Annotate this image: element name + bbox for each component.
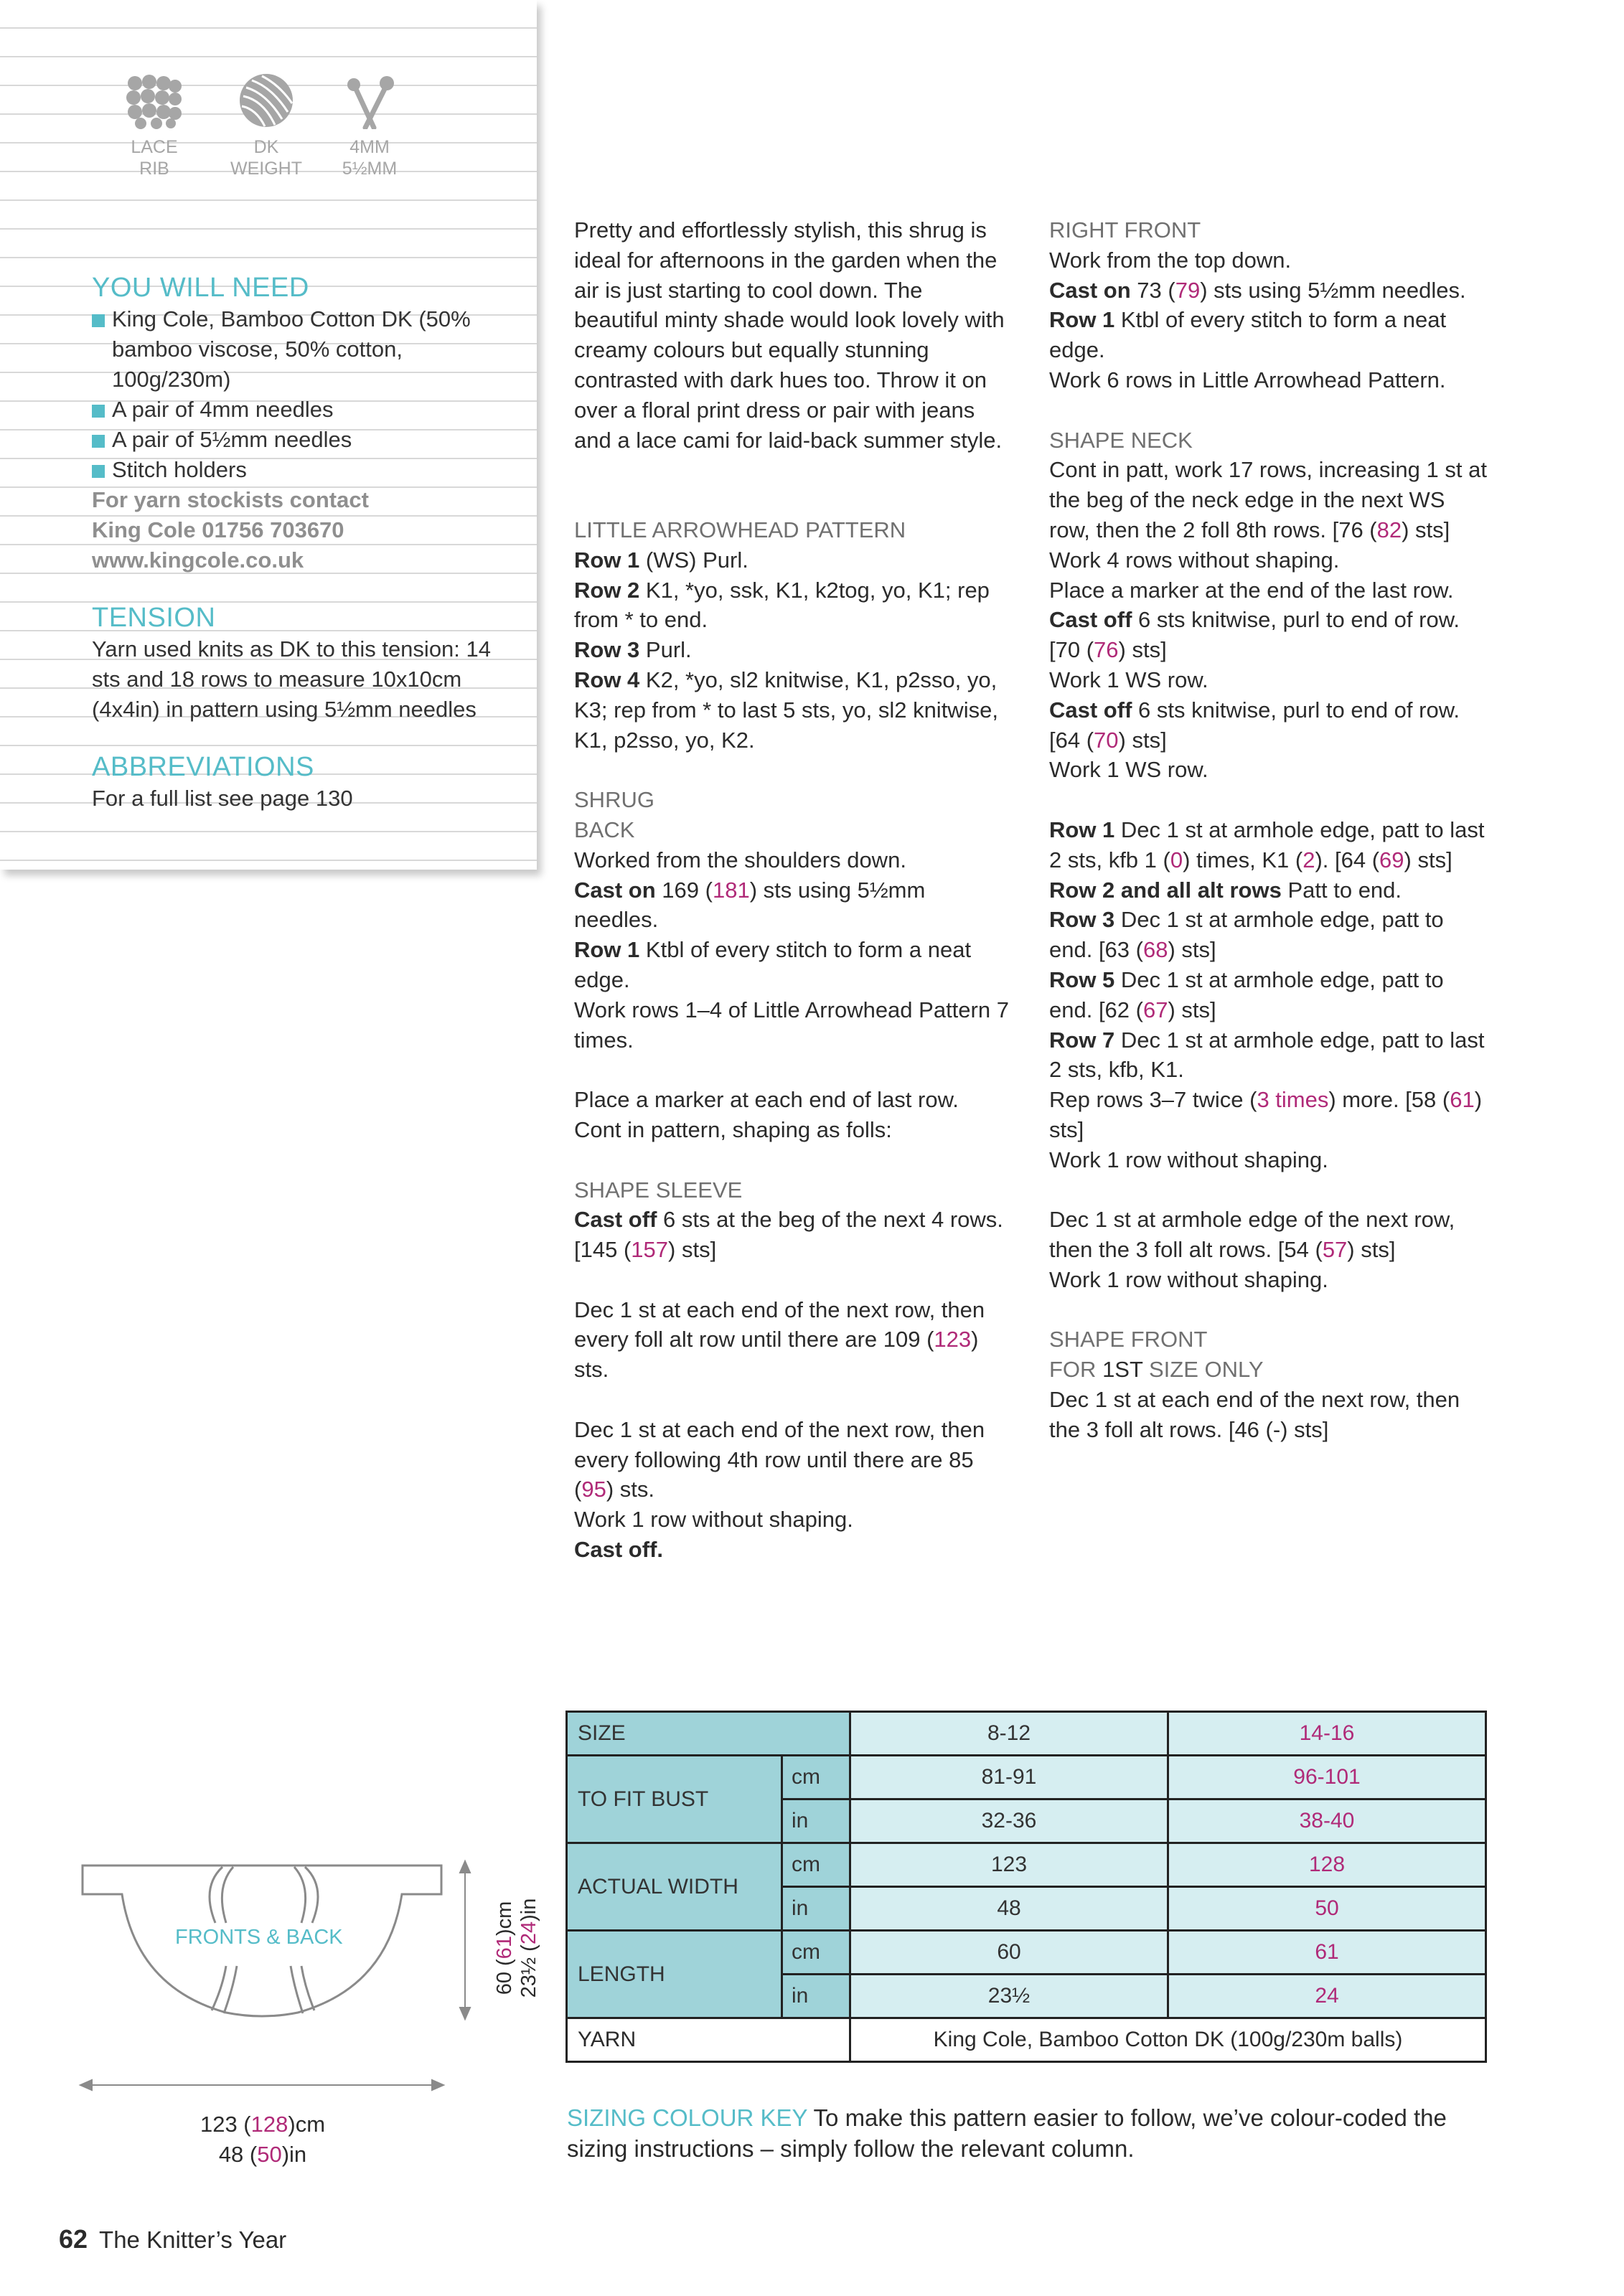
neck-cast-off-2: Cast off 6 sts knitwise, purl to end of row. [64 (70) sts] [1049,697,1460,753]
sleeve-dec-2: Dec 1 st at each end of the next row, then every following 4th row until there are 85 (95) sts. [574,1416,985,1502]
unit-cell: in [782,1887,850,1931]
intro-text: Pretty and effortlessly stylish, this shrug is ideal for afternoons in the garden when the air is just starting to cool down. The beautiful minty shade would look lovely with creamy colours but equally stunning contrasted with dark hues too. Throw it on over a floral print dress or pair with jeans and a lace cami for laid-back summer style. [574,217,1005,453]
diagram-label: FRONTS & BACK [175,1926,343,1949]
shape-neck-heading: SHAPE NECK [1049,427,1193,453]
needles-icon [341,72,398,129]
row-text: (WS) Purl. [639,547,748,573]
bullet-square-icon [92,405,105,418]
right-front-row-1: Row 1 Ktbl of every stitch to form a neat edge. [1049,307,1447,363]
list-item-text: Stitch holders [112,457,247,482]
length-label: LENGTH [567,1931,782,2018]
unit-cell: cm [782,1843,850,1887]
sleeve-cast-off: Cast off 6 sts at the beg of the next 4 rows. [145 (157) sts] [574,1207,1003,1263]
armhole-row-3: Row 3 Dec 1 st at armhole edge, patt to end. [63 (68) sts] [1049,907,1444,963]
neck-ws-1: Work 1 WS row. [1049,667,1208,692]
list-item [92,395,508,425]
pattern-row-4 [574,665,1012,755]
row-label: Row 4 [574,667,640,692]
table-cell: 38-40 [1168,1799,1486,1843]
shape-front-sub: FOR 1ST SIZE ONLY [1049,1357,1264,1383]
back-row-1: Row 1 Ktbl of every stitch to form a neat edge. [574,937,972,992]
yarn-value: King Cole, Bamboo Cotton DK (100g/230m balls) [850,2018,1486,2062]
back-cont: Cont in pattern, shaping as folls: [574,1116,892,1142]
yarn-label: YARN [567,2018,850,2062]
bust-label: TO FIT BUST [567,1756,782,1843]
icon-lace-rib [115,72,194,179]
row-label: Row 3 [574,637,640,663]
list-item-text: King Cole, Bamboo Cotton DK (50% bamboo viscose, 50% cotton, 100g/230m) [112,306,471,392]
size-table [565,1711,1487,2063]
page-footer [59,2224,286,2254]
armhole-work-2: Work 1 row without shaping. [1049,1266,1328,1292]
row-text: K1, *yo, ssk, K1, k2tog, yo, K1; rep from * to end. [574,577,990,633]
neck-work-4: Work 4 rows without shaping. [1049,547,1340,573]
neck-ws-2: Work 1 WS row. [1049,757,1208,783]
width-label: ACTUAL WIDTH [567,1843,782,1931]
back-cast-on: Cast on 169 (181) sts using 5½mm needles. [574,877,926,933]
shrug-heading: SHRUG [574,787,654,813]
row-text: K2, *yo, sl2 knitwise, K1, p2sso, yo, K3; rep from * to last 5 sts, yo, sl2 knitwise, K1, p2sso, yo, K2. [574,667,998,753]
pattern-row-2 [574,575,1012,636]
diagram-width-label [162,2109,363,2170]
table-cell: 60 [850,1931,1168,1975]
armhole-work-1: Work 1 row without shaping. [1049,1147,1328,1172]
stockist-contact: For yarn stockists contact [92,487,369,512]
pattern-heading: LITTLE ARROWHEAD PATTERN [574,517,906,542]
back-intro: Worked from the shoulders down. [574,847,906,872]
you-will-need-heading: YOU WILL NEED [92,273,309,303]
icon-dk-weight [227,72,306,179]
page-number: 62 [59,2224,88,2254]
right-front-heading: RIGHT FRONT [1049,217,1201,243]
icon-label-line2: WEIGHT [230,159,302,179]
size-label: SIZE [567,1712,850,1756]
armhole-row-2: Row 2 and all alt rows Patt to end. [1049,877,1402,903]
table-cell: 81-91 [850,1756,1168,1799]
sizing-colour-key [567,2102,1500,2164]
right-front-work-6: Work 6 rows in Little Arrowhead Pattern. [1049,367,1446,392]
table-cell: 50 [1168,1887,1486,1931]
table-row [567,2018,1486,2062]
tension-section [92,601,508,725]
you-will-need-section [92,271,508,575]
table-cell: 23½ [850,1975,1168,2018]
lace-rib-icon [125,72,184,129]
table-cell: 96-101 [1168,1756,1486,1799]
row-text: Purl. [639,637,692,663]
row-label: Row 2 [574,577,640,603]
icon-label-line1: LACE [131,137,178,157]
width-in: 48 (50)in [218,2142,307,2167]
abbreviations-heading: ABBREVIATIONS [92,752,314,782]
abbreviations-text: For a full list see page 130 [92,786,353,811]
list-item [92,304,508,395]
list-item-text: A pair of 5½mm needles [112,427,352,452]
icon-label-line2: 5½MM [342,159,398,179]
icon-label-line1: 4MM [349,137,390,157]
table-cell: 48 [850,1887,1168,1931]
armhole-row-5: Row 5 Dec 1 st at armhole edge, patt to end. [62 (67) sts] [1049,966,1444,1022]
unit-cell: cm [782,1931,850,1975]
table-cell: 128 [1168,1843,1486,1887]
sleeve-work-1: Work 1 row without shaping. [574,1507,853,1533]
sidebar-panel [0,0,537,870]
abbreviations-section [92,751,508,814]
table-row [567,1712,1486,1756]
publication-title: The Knitter’s Year [99,2226,287,2253]
armhole-row-1: Row 1 Dec 1 st at armhole edge, patt to last 2 sts, kfb 1 (0) times, K1 (2). [64 (69) sts] [1049,817,1485,872]
armhole-dec: Dec 1 st at armhole edge of the next row, then the 3 foll alt rows. [54 (57) sts] [1049,1207,1455,1263]
unit-cell: in [782,1975,850,2018]
tension-text: Yarn used knits as DK to this tension: 14 sts and 18 rows to measure 10x10cm (4x4in) in pattern using 5½mm needles [92,636,492,722]
list-item-text: A pair of 4mm needles [112,397,334,422]
row-label: Row 1 [574,547,640,573]
shape-sleeve-heading: SHAPE SLEEVE [574,1177,743,1203]
back-work-rows: Work rows 1–4 of Little Arrowhead Pattern 7 times. [574,997,1009,1053]
table-row [567,1843,1486,1887]
sizing-key-text: To make this pattern easier to follow, we’ve colour-coded the sizing instructions – simply follow the relevant column. [567,2104,1447,2162]
shape-front-text: Dec 1 st at each end of the next row, then the 3 foll alt rows. [46 (-) sts] [1049,1387,1460,1442]
table-row [567,1756,1486,1799]
middle-column [574,215,1012,1565]
stockist-phone: King Cole 01756 703670 [92,517,344,542]
neck-text: Cont in patt, work 17 rows, increasing 1 st at the beg of the neck edge in the next WS row, then the 2 foll 8th rows. [76 (82) sts] [1049,457,1487,542]
diagram-height-label [492,1887,541,2009]
size-col-2: 14-16 [1168,1712,1486,1756]
sleeve-end: Cast off. [574,1537,663,1563]
list-item [92,425,508,455]
width-cm: 123 (128)cm [200,2112,326,2137]
size-col-1: 8-12 [850,1712,1168,1756]
height-in: 23½ (24)in [517,1898,540,1998]
armhole-rep: Rep rows 3–7 twice (3 times) more. [58 (61) sts] [1049,1087,1483,1142]
table-cell: 61 [1168,1931,1486,1975]
bullet-square-icon [92,435,105,448]
yarn-ball-icon [238,72,295,129]
neck-marker: Place a marker at the end of the last row. [1049,577,1454,603]
pattern-row-1 [574,545,1012,575]
table-cell: 123 [850,1843,1168,1887]
stockist-website[interactable]: www.kingcole.co.uk [92,547,304,573]
icon-label-line2: RIB [139,159,169,179]
list-item [92,455,508,485]
icon-label-line1: DK [253,137,279,157]
armhole-row-7: Row 7 Dec 1 st at armhole edge, patt to last 2 sts, kfb, K1. [1049,1027,1485,1083]
bullet-square-icon [92,465,105,478]
right-front-intro: Work from the top down. [1049,247,1292,273]
neck-cast-off-1: Cast off 6 sts knitwise, purl to end of row. [70 (76) sts] [1049,607,1460,663]
icon-needles [330,72,409,179]
table-row [567,1931,1486,1975]
shape-front-heading: SHAPE FRONT [1049,1327,1208,1352]
right-front-cast-on: Cast on 73 (79) sts using 5½mm needles. [1049,277,1466,303]
tension-heading: TENSION [92,603,216,633]
sleeve-dec-1: Dec 1 st at each end of the next row, then every foll alt row until there are 109 (123) sts. [574,1297,985,1383]
right-column [1049,215,1487,1445]
table-cell: 32-36 [850,1799,1168,1843]
pattern-row-3 [574,635,1012,665]
sizing-key-heading: SIZING COLOUR KEY [567,2104,807,2131]
unit-cell: cm [782,1756,850,1799]
bullet-square-icon [92,314,105,327]
back-heading: BACK [574,817,635,842]
height-cm: 60 (61)cm [493,1901,516,1995]
unit-cell: in [782,1799,850,1843]
back-marker: Place a marker at each end of last row. [574,1087,959,1113]
table-cell: 24 [1168,1975,1486,2018]
